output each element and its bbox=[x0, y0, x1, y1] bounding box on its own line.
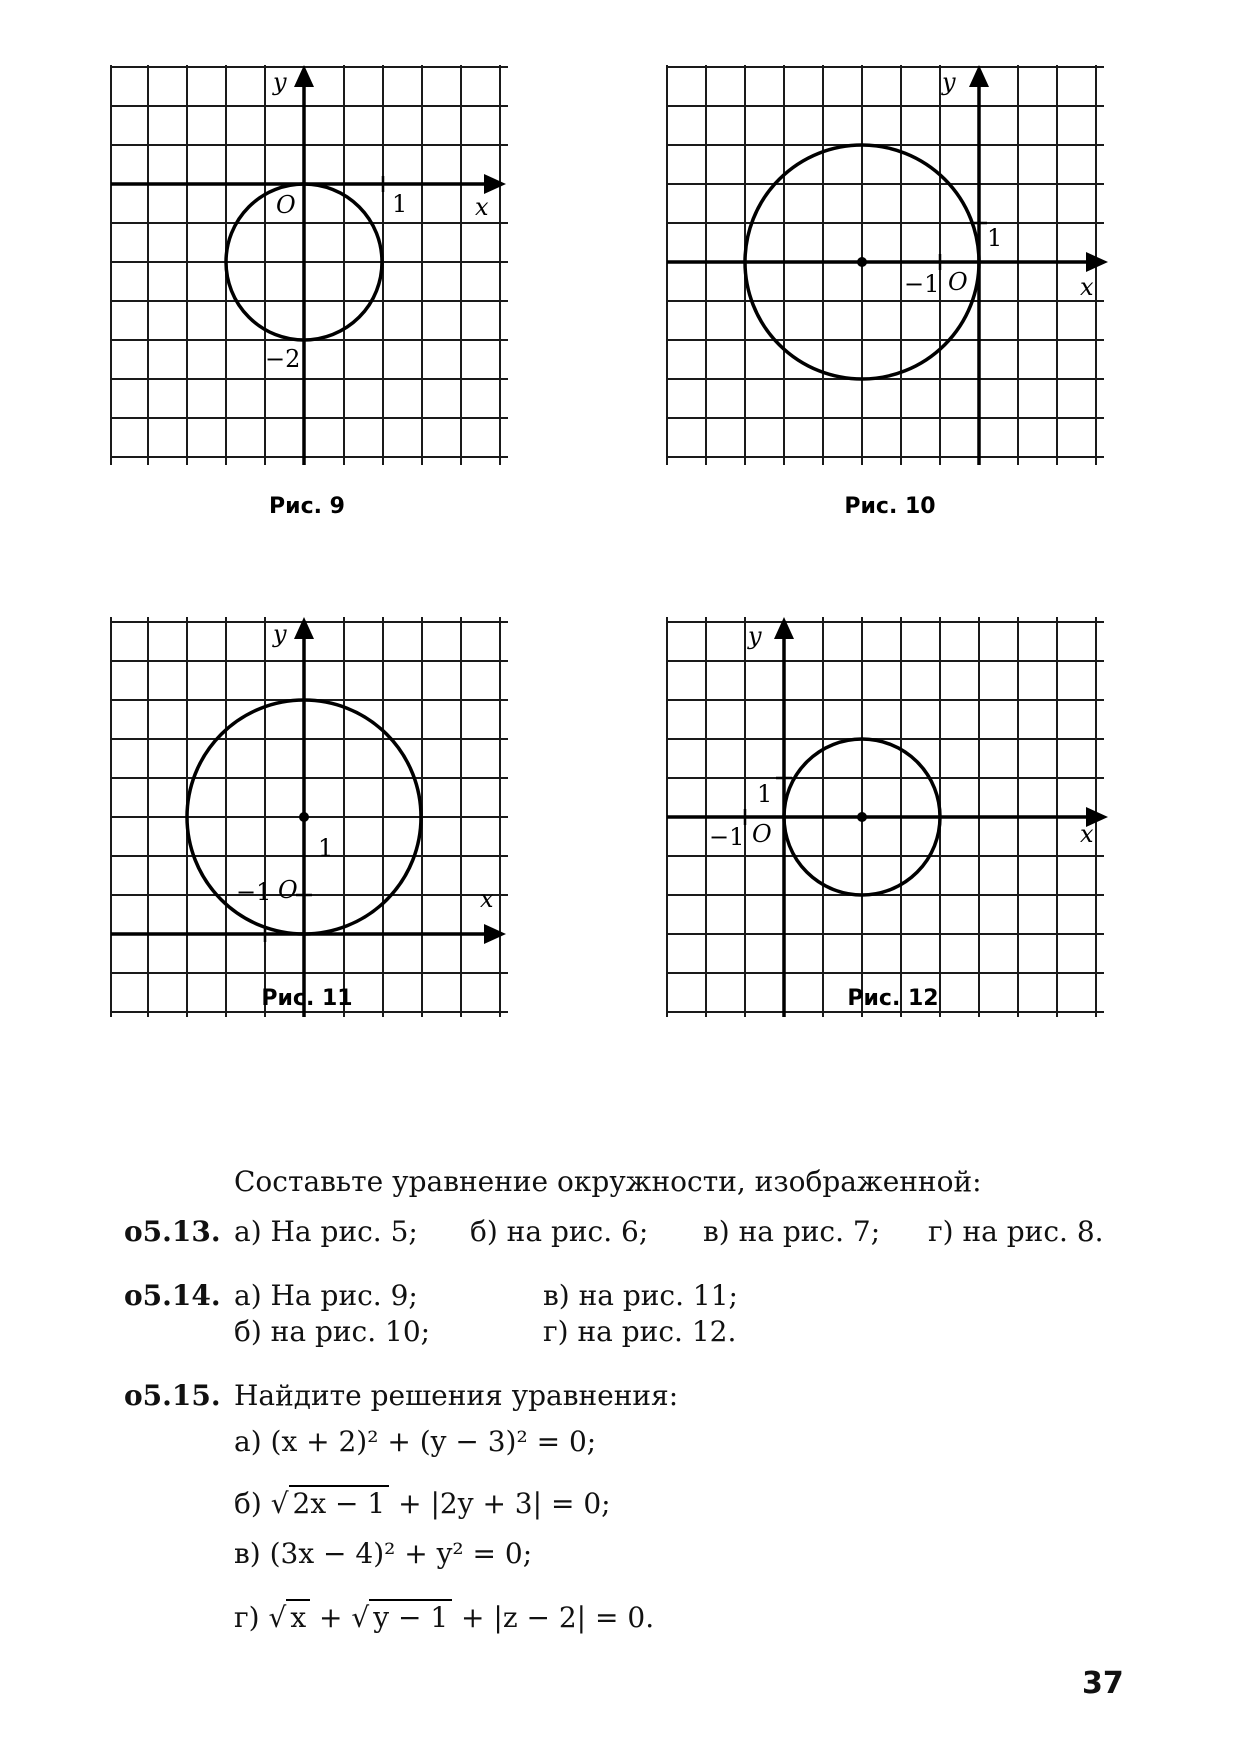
item-letter-g: г) bbox=[234, 1601, 260, 1634]
tick-label-minus-one: −1 bbox=[236, 878, 272, 906]
x-axis-label: x bbox=[475, 193, 489, 221]
x-axis-label: x bbox=[1080, 820, 1094, 848]
equation-rest: + |z − 2| = 0. bbox=[452, 1601, 655, 1634]
exercise-5-15-g bbox=[234, 1601, 655, 1634]
exercise-5-15-v: в) (3x − 4)² + y² = 0; bbox=[234, 1537, 533, 1570]
radicand: 2x − 1 bbox=[289, 1485, 390, 1520]
origin-label: O bbox=[948, 268, 968, 296]
y-axis-label: y bbox=[942, 68, 956, 96]
exercise-5-14-g: г) на рис. 12. bbox=[543, 1315, 737, 1348]
radicand-1: x bbox=[286, 1599, 310, 1634]
figure-11-graph bbox=[108, 612, 518, 1032]
x-axis-label: x bbox=[1080, 273, 1094, 301]
exercise-5-13-a: а) На рис. 5; bbox=[234, 1215, 418, 1248]
exercise-5-14-v: в) на рис. 11; bbox=[543, 1279, 738, 1312]
exercise-5-13-v: в) на рис. 7; bbox=[703, 1215, 881, 1248]
grid bbox=[111, 617, 508, 1017]
tick-label-minus-two: −2 bbox=[265, 345, 301, 373]
exercise-5-13-b: б) на рис. 6; bbox=[470, 1215, 649, 1248]
figure-12 bbox=[664, 612, 1124, 1032]
figure-12-caption: Рис. 12 bbox=[847, 986, 939, 1011]
figure-10-graph bbox=[664, 60, 1124, 480]
y-axis-arrow bbox=[969, 65, 989, 87]
sqrt-sign-2: √ bbox=[351, 1601, 370, 1634]
origin-label: O bbox=[752, 820, 772, 848]
center-point bbox=[857, 812, 867, 822]
tick-label-one: 1 bbox=[392, 190, 408, 218]
item-letter-b: б) bbox=[234, 1487, 262, 1520]
x-axis-arrow bbox=[484, 924, 506, 944]
exercise-5-14-a: а) На рис. 9; bbox=[234, 1279, 418, 1312]
radicand-2: y − 1 bbox=[369, 1599, 452, 1634]
sqrt-sign: √ bbox=[268, 1601, 287, 1634]
sqrt-sign: √ bbox=[270, 1487, 289, 1520]
grid bbox=[667, 65, 1104, 465]
plus-sign: + bbox=[310, 1601, 352, 1634]
center-point bbox=[857, 257, 867, 267]
exercise-5-14-b: б) на рис. 10; bbox=[234, 1315, 431, 1348]
figure-10 bbox=[664, 60, 1124, 480]
origin-label: O bbox=[278, 876, 298, 904]
exercise-5-15-number: о5.15. bbox=[124, 1379, 221, 1412]
tick-label-one: 1 bbox=[318, 834, 334, 862]
y-axis-arrow bbox=[294, 65, 314, 87]
figure-12-graph bbox=[664, 612, 1124, 1032]
exercise-5-14-number: о5.14. bbox=[124, 1279, 221, 1312]
figure-9-graph bbox=[108, 60, 518, 480]
y-axis-label: y bbox=[273, 620, 287, 648]
exercise-5-15-b bbox=[234, 1487, 611, 1520]
tick-label-minus-one: −1 bbox=[904, 270, 940, 298]
exercise-5-13-g: г) на рис. 8. bbox=[928, 1215, 1104, 1248]
center-point bbox=[299, 812, 309, 822]
exercise-5-13-number: о5.13. bbox=[124, 1215, 221, 1248]
x-axis-arrow bbox=[484, 174, 506, 194]
grid bbox=[111, 65, 508, 465]
figure-9 bbox=[108, 60, 518, 480]
tick-label-one: 1 bbox=[987, 224, 1003, 252]
figure-11 bbox=[108, 612, 518, 1032]
tick-label-minus-one: −1 bbox=[709, 823, 745, 851]
exercise-5-15-title: Найдите решения уравнения: bbox=[234, 1379, 679, 1412]
figure-9-caption: Рис. 9 bbox=[269, 494, 345, 519]
figure-11-caption: Рис. 11 bbox=[261, 986, 353, 1011]
origin-label: O bbox=[276, 191, 296, 219]
x-axis-label: x bbox=[480, 885, 494, 913]
tick-label-one: 1 bbox=[757, 780, 773, 808]
equation-rest: + |2y + 3| = 0; bbox=[389, 1487, 611, 1520]
exercise-5-15-a: а) (x + 2)² + (y − 3)² = 0; bbox=[234, 1425, 597, 1458]
y-axis-label: y bbox=[748, 622, 762, 650]
page-number: 37 bbox=[1082, 1666, 1124, 1701]
intro-text: Составьте уравнение окружности, изображенной: bbox=[234, 1165, 982, 1198]
figure-10-caption: Рис. 10 bbox=[844, 494, 936, 519]
y-axis-arrow bbox=[294, 617, 314, 639]
y-axis-arrow bbox=[774, 617, 794, 639]
y-axis-label: y bbox=[273, 68, 287, 96]
